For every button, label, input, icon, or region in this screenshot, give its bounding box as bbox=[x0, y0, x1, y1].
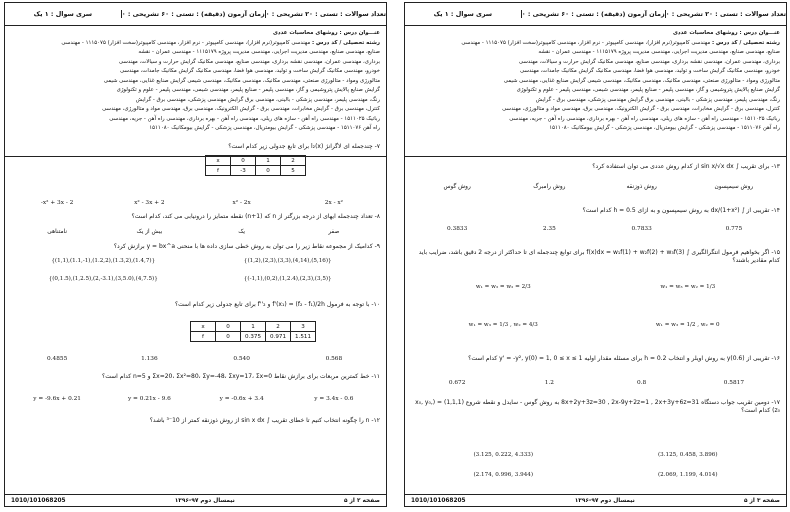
q8-option[interactable]: صفر bbox=[328, 229, 340, 235]
field-line: رنگ، مهندسی پلیمر، مهندسی پزشکی - بالینی، مهندسی برق گرایش مهندسی پزشکی، مهندسی برق - گرایش bbox=[535, 96, 780, 103]
question-16: ۱۶- تقریبی از y(0.6) به روش اویلر و انتخاب h = 0.2 برای مسئله مقدار اولیه y' = -y², y(0) = 1, 0 ≤ x ≤ 1 کدام است؟ bbox=[468, 355, 780, 362]
q9-options-row2 bbox=[11, 275, 380, 283]
question-14: ۱۴- تقریبی از ∫ dx/(1+x²) به روش سیمپسون و به ازای h = 0.5 کدام است؟ bbox=[582, 207, 780, 214]
q17-option[interactable]: (3.125, 0.222, 4.333) bbox=[473, 452, 534, 458]
field-line: صنایع، مهندسی صنایع، مهندسی مدیریت اجرایی، مهندسی مدیریت پروژه ۱۱۱۵۱۷۹ - مهندسی عمران - نقشه bbox=[538, 49, 780, 55]
q8-option[interactable]: یک bbox=[238, 229, 246, 235]
q7-options bbox=[11, 199, 380, 207]
course-title: عنـــوان درس : روشهای محاسبات عددی bbox=[272, 30, 380, 36]
q17-options-row2 bbox=[411, 471, 780, 479]
question-8: ۸- تعداد چندجمله ایهای از درجه بزرگتر از n که (n+1) نقطه متمایز را درونیابی می کند، کدام است؟ bbox=[131, 213, 380, 220]
field-line: برداری، مهندسی عمران، مهندسی نقشه برداری، مهندسی صنایع، مهندسی مکانیک گرایش حرارت و سیالات، مهندسی bbox=[118, 58, 380, 65]
field-line: رباتیک ۱۵۱۱۰۲۵ - مهندسی راه آهن - سازه های ریلی، مهندسی راه آهن - بهره برداری، مهندسی راه آهن - جریه، مهندسی bbox=[109, 115, 380, 122]
q8-option[interactable]: بیش از یک bbox=[136, 229, 163, 235]
field-line: رنگ، مهندسی پلیمر، مهندسی پزشکی - بالینی، مهندسی برق گرایش مهندسی پزشکی، مهندسی برق - گرایش bbox=[135, 96, 380, 103]
q14-option[interactable]: 0.3833 bbox=[446, 226, 468, 232]
field-line: رشته تحصیلی / کد درس : مهندسی کامپیوتر(نرم افزار)، مهندسی کامپیوتر - نرم افزار، مهندسی کامپیوتر(سخت افزار) ۱۱۱۵۰۷۵ - مهندسی bbox=[61, 39, 380, 46]
q17-options-row1 bbox=[411, 451, 780, 459]
field-line: کنترل، مهندسی برق - گرایش مخابرات، مهندسی برق - گرایش الکترونیک، مهندسی برق، مهندسی مواد و متالورژی، مهندسی bbox=[102, 106, 380, 112]
q16-options bbox=[411, 379, 780, 387]
q15-option[interactable]: w₁ = w₃ = w₂ = 1/3 bbox=[660, 284, 716, 290]
q14-option[interactable]: 0.7833 bbox=[631, 226, 652, 232]
q10-option[interactable]: 0.568 bbox=[325, 356, 343, 362]
field-line: رباتیک ۱۵۱۱۰۲۵ - مهندسی راه آهن - سازه های ریلی، مهندسی راه آهن - بهره برداری، مهندسی راه آهن - جریه، مهندسی bbox=[509, 115, 780, 122]
footer-code: 1010/101068205 bbox=[11, 497, 66, 504]
q13-options bbox=[411, 183, 780, 191]
footer-page: صفحه ۳ از ۵ bbox=[744, 497, 780, 504]
footer-code: 1010/101068205 bbox=[411, 497, 466, 504]
series-label: سری سوال : ۱ یک bbox=[5, 10, 122, 18]
q8-options bbox=[11, 228, 380, 236]
question-13: ۱۳- برای تقریب ∫ sin x/√x dx از کدام روش عددی می توان استفاده کرد؟ bbox=[592, 163, 780, 170]
q9-options-row1 bbox=[11, 257, 380, 265]
question-count: تعداد سوالات : تستی : ۲۰ تشریحی : ۰ bbox=[265, 10, 386, 18]
q7-option[interactable]: 2x - x² bbox=[324, 200, 343, 206]
page-footer bbox=[405, 494, 786, 506]
exam-page-right bbox=[404, 2, 787, 507]
q7-option[interactable]: x² - 3x + 2 bbox=[134, 200, 165, 206]
field-line: گرایش صنایع پالایش پتروشیمی و گاز، مهندسی پلیمر - صنایع پلیمر، مهندسی شیمی، مهندسی پلیمر - علوم و تکنولوژی bbox=[516, 87, 780, 93]
q13-option[interactable]: روش رامبرگ bbox=[533, 184, 566, 190]
q7-table: x 0 1 2 f -3 0 5 bbox=[205, 155, 306, 176]
q10-options bbox=[11, 355, 380, 363]
field-line: خودرو، مهندسی مکانیک گرایش ساخت و تولید، مهندسی هوا فضا، مهندسی مکانیک گرایش مکانیک جامدات، مهندسی bbox=[120, 68, 380, 74]
course-info bbox=[405, 26, 786, 157]
question-9: ۹- کدامیک از مجموعه نقاط زیر را می توان به روش خطی سازی داده ها با منحنی y = bx^a برازش کرد؟ bbox=[113, 243, 380, 250]
page-header bbox=[5, 3, 386, 26]
footer-page: صفحه ۲ از ۵ bbox=[344, 497, 380, 504]
page-header bbox=[405, 3, 786, 26]
field-line: صنایع، مهندسی صنایع، مهندسی مدیریت اجرایی، مهندسی مدیریت پروژه ۱۱۱۵۱۷۹ - مهندسی عمران - نقشه bbox=[138, 49, 380, 55]
q16-option[interactable]: 0.5817 bbox=[723, 380, 745, 386]
question-10: ۱۰- با توجه به فرمول f'(x₁) = (f₂ - f₁)/2h و f''₂ برای تابع جدولی زیر کدام است؟ bbox=[174, 301, 380, 308]
q15-option[interactable]: w₁ = w₃ = 1/2 , w₂ = 0 bbox=[655, 322, 720, 328]
field-line: متالورژی ومواد - متالورژی صنعتی، مهندسی مکانیک، مهندسی مکانیک، مهندسی شیمی گرایش صنایع غذایی، مهندسی شیمی bbox=[103, 77, 380, 84]
q15-options-row2 bbox=[411, 321, 780, 329]
q9-option[interactable]: {(0,1.5),(1,2.5),(2,-3.1),(3,5.0),(4,7.5)} bbox=[48, 276, 158, 282]
q7-option[interactable]: x² - 2x bbox=[232, 200, 251, 206]
exam-time: زمان آزمون (دقیقه) : تستی : ۶۰ تشریحی : ۰ bbox=[121, 10, 265, 18]
q13-option[interactable]: روش سیمپسون bbox=[714, 184, 754, 190]
q11-option[interactable]: y = 3.4x - 0.6 bbox=[314, 396, 354, 402]
q10-option[interactable]: 0.540 bbox=[233, 356, 250, 362]
q7-option[interactable]: -x² + 3x - 2 bbox=[40, 200, 74, 206]
q10-option[interactable]: 0.4855 bbox=[46, 356, 68, 362]
course-info bbox=[5, 26, 386, 157]
question-12: ۱۲- n را چگونه انتخاب کنیم تا خطای تقریب ∫ sin x dx از روش ذوزنقه کمتر از 10⁻³ باشد؟ bbox=[149, 417, 380, 424]
question-count: تعداد سوالات : تستی : ۲۰ تشریحی : ۰ bbox=[665, 10, 786, 18]
q10-option[interactable]: 1.136 bbox=[141, 356, 158, 362]
page-footer bbox=[5, 494, 386, 506]
series-label: سری سوال : ۱ یک bbox=[405, 10, 522, 18]
q15-option[interactable]: w₁ = w₃ = w₂ = 2/3 bbox=[475, 284, 531, 290]
q17-option[interactable]: (2.069, 1.199, 4.014) bbox=[657, 472, 718, 478]
q9-option[interactable]: {(1,2),(2,3),(3,3),(4,14),(5,16)} bbox=[243, 258, 332, 264]
q13-option[interactable]: روش ذوزنقه bbox=[626, 184, 657, 190]
q14-option[interactable]: 2.35 bbox=[542, 226, 556, 232]
field-line: برداری، مهندسی عمران، مهندسی نقشه برداری، مهندسی صنایع، مهندسی مکانیک گرایش حرارت و سیالات، مهندسی bbox=[518, 58, 780, 65]
footer-semester: نیمسال دوم ۹۷-۱۳۹۶ bbox=[174, 497, 235, 504]
q8-option[interactable]: نامتناهی bbox=[47, 229, 67, 235]
question-7: ۷- چندجمله ای لاگرانژ l₂(x) برای تابع جدولی زیر کدام است؟ bbox=[228, 143, 380, 150]
field-line: گرایش صنایع پالایش پتروشیمی و گاز، مهندسی پلیمر - صنایع پلیمر، مهندسی شیمی، مهندسی پلیمر - علوم و تکنولوژی bbox=[116, 87, 380, 93]
q17-option[interactable]: (3.125, 0.458, 3.896) bbox=[657, 452, 718, 458]
q16-option[interactable]: 1.2 bbox=[544, 380, 554, 386]
q15-option[interactable]: w₁ = w₃ = 1/3 , w₂ = 4/3 bbox=[468, 322, 538, 328]
q16-option[interactable]: 0.8 bbox=[637, 380, 647, 386]
question-15: ۱۵- اگر بخواهیم فرمول انتگرالگیری ∫ f(x)dx = w₁f(1) + w₂f(2) + w₃f(3) برای توابع چندجمله ای تا حداکثر از درجه 2 دقیق باشد، ضرایب باید کدام مقادیر باشند؟ bbox=[418, 249, 780, 264]
course-title: عنـــوان درس : روشهای محاسبات عددی bbox=[672, 30, 780, 36]
field-line: کنترل، مهندسی برق - گرایش مخابرات، مهندسی برق - گرایش الکترونیک، مهندسی برق، مهندسی مواد و متالورژی، مهندسی bbox=[502, 106, 780, 112]
question-11: ۱۱- خط کمترین مربعات برای برازش نقاط Σx=20، Σx²=80، Σy=-48، Σxy=17، Σx=0 و n=5 کدام است؟ bbox=[102, 373, 380, 380]
q11-option[interactable]: y = -9.6x + 0.21 bbox=[33, 396, 81, 402]
field-line: رشته تحصیلی / کد درس : مهندسی کامپیوتر(نرم افزار)، مهندسی کامپیوتر - نرم افزار، مهندسی کامپیوتر(سخت افزار) ۱۱۱۵۰۷۵ - مهندسی bbox=[461, 39, 780, 46]
q11-option[interactable]: y = 0.21x - 9.6 bbox=[127, 396, 171, 402]
q10-table: x 0 1 2 3 f 0 0.375 0.971 1.511 bbox=[190, 321, 316, 342]
question-17: ۱۷- دومین تقریب جواب دستگاه 8x+2y+3z=30 , 2x-9y+2z=1 , 2x+3y+6z=31 به روش گوس - سایدل و نقطه شروع (1,1,1) = (x₀, y₀, z₀) کدام است؟ bbox=[415, 399, 780, 414]
footer-semester: نیمسال دوم ۹۷-۱۳۹۶ bbox=[574, 497, 635, 504]
field-line: راه آهن ۱۵۱۱۰۷۶ - مهندسی پزشکی - گرایش بیومتریال، مهندسی پزشکی - گرایش بیومکانیک ۱۵۱۱۰۸۰ bbox=[149, 125, 380, 131]
field-line: متالورژی ومواد - متالورژی صنعتی، مهندسی مکانیک، مهندسی مکانیک، مهندسی شیمی گرایش صنایع غذایی، مهندسی شیمی bbox=[503, 77, 780, 84]
exam-time: زمان آزمون (دقیقه) : تستی : ۶۰ تشریحی : ۰ bbox=[521, 10, 665, 18]
q11-option[interactable]: y = -0.6x + 3.4 bbox=[219, 396, 264, 402]
q14-options bbox=[411, 225, 780, 233]
q15-options-row1 bbox=[411, 283, 780, 291]
q17-option[interactable]: (2.174, 0.996, 3.944) bbox=[473, 472, 534, 478]
q14-option[interactable]: 0.775 bbox=[725, 226, 743, 232]
field-line: خودرو، مهندسی مکانیک گرایش ساخت و تولید، مهندسی هوا فضا، مهندسی مکانیک گرایش مکانیک جامدات، مهندسی bbox=[520, 68, 780, 74]
q11-options bbox=[11, 395, 380, 403]
exam-page-left bbox=[4, 2, 387, 507]
q13-option[interactable]: روش گوس bbox=[443, 184, 471, 190]
q9-option[interactable]: {(1,1),(1.1,-1),(1.2,2),(1.3,2),(1.4,7)} bbox=[51, 258, 156, 264]
q16-option[interactable]: 0.672 bbox=[448, 380, 466, 386]
field-line: راه آهن ۱۵۱۱۰۷۶ - مهندسی پزشکی - گرایش بیومتریال، مهندسی پزشکی - گرایش بیومکانیک ۱۵۱۱۰۸۰ bbox=[549, 125, 780, 131]
q9-option[interactable]: {(-1,1),(0,2),(1,2.4),(2,3),(3,5)} bbox=[243, 276, 332, 282]
